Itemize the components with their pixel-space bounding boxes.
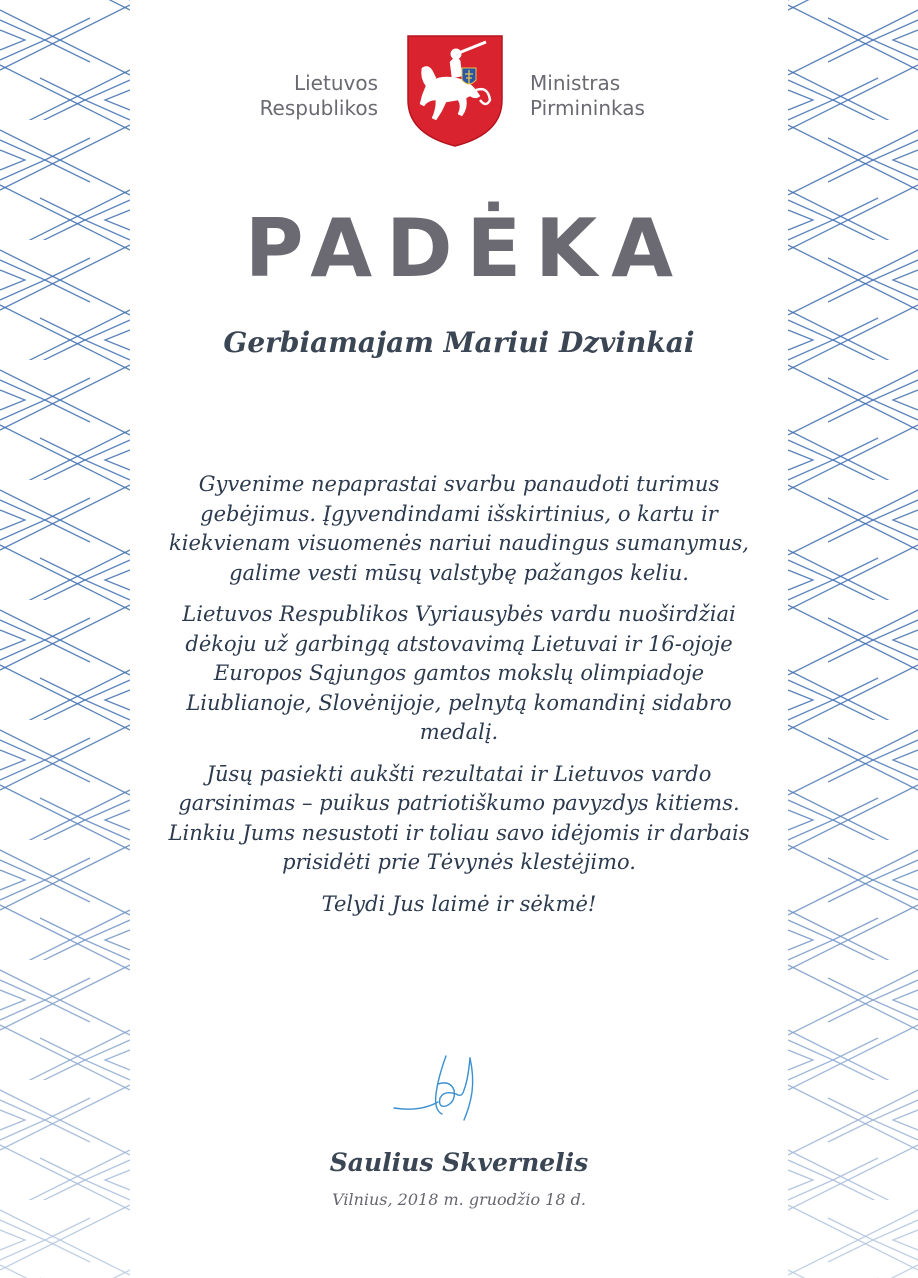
closing-wish: Telydi Jus laimė ir sėkmė! bbox=[321, 891, 597, 916]
certificate-title: PADĖKA bbox=[244, 202, 688, 295]
coat-of-arms-vytis-icon bbox=[406, 34, 504, 148]
letterhead-right-line2: Pirmininkas bbox=[530, 96, 645, 120]
letterhead-right-line1: Ministras bbox=[530, 71, 621, 95]
letterhead-left-line1: Lietuvos bbox=[293, 71, 378, 95]
certificate-body bbox=[150, 470, 768, 931]
letterhead-right bbox=[530, 71, 730, 121]
handwritten-signature bbox=[390, 1050, 490, 1125]
letterhead-left bbox=[178, 71, 378, 121]
letterhead bbox=[0, 34, 918, 150]
place-and-date: Vilnius, 2018 m. gruodžio 18 d. bbox=[332, 1190, 586, 1209]
decorative-left-border bbox=[0, 0, 130, 1278]
body-paragraph-3: Jūsų pasiekti aukšti rezultatai ir Lietuvos vardo garsinimas – puikus patriotiškumo pavyzdys kitiems. Linkiu Jums nesustoti ir toliau savo idėjomis ir darbais prisidėti prie Tėvynės klestėjimo. bbox=[168, 761, 750, 874]
body-paragraph-1: Gyvenime nepaprastai svarbu panaudoti turimus gebėjimus. Įgyvendindami išskirtinius, o kartu ir kiekvienam visuomenės nariui naudingus sumanymus, galime vesti mūsų valstybę pažangos keliu. bbox=[169, 472, 749, 585]
letterhead-left-line2: Respublikos bbox=[259, 96, 378, 120]
signer-name: Saulius Skvernelis bbox=[329, 1148, 589, 1177]
decorative-right-border bbox=[788, 0, 918, 1278]
recipient-name: Gerbiamajam Mariui Dzvinkai bbox=[223, 326, 695, 359]
body-paragraph-2: Lietuvos Respublikos Vyriausybės vardu nuoširdžiai dėkoju už garbingą atstovavimą Lietuvai ir 16-ojoje Europos Sąjungos gamtos mokslų olimpiadoje Liublianoje, Slovėnijoje, pelnytą komandinį sidabro medalį. bbox=[182, 602, 736, 744]
